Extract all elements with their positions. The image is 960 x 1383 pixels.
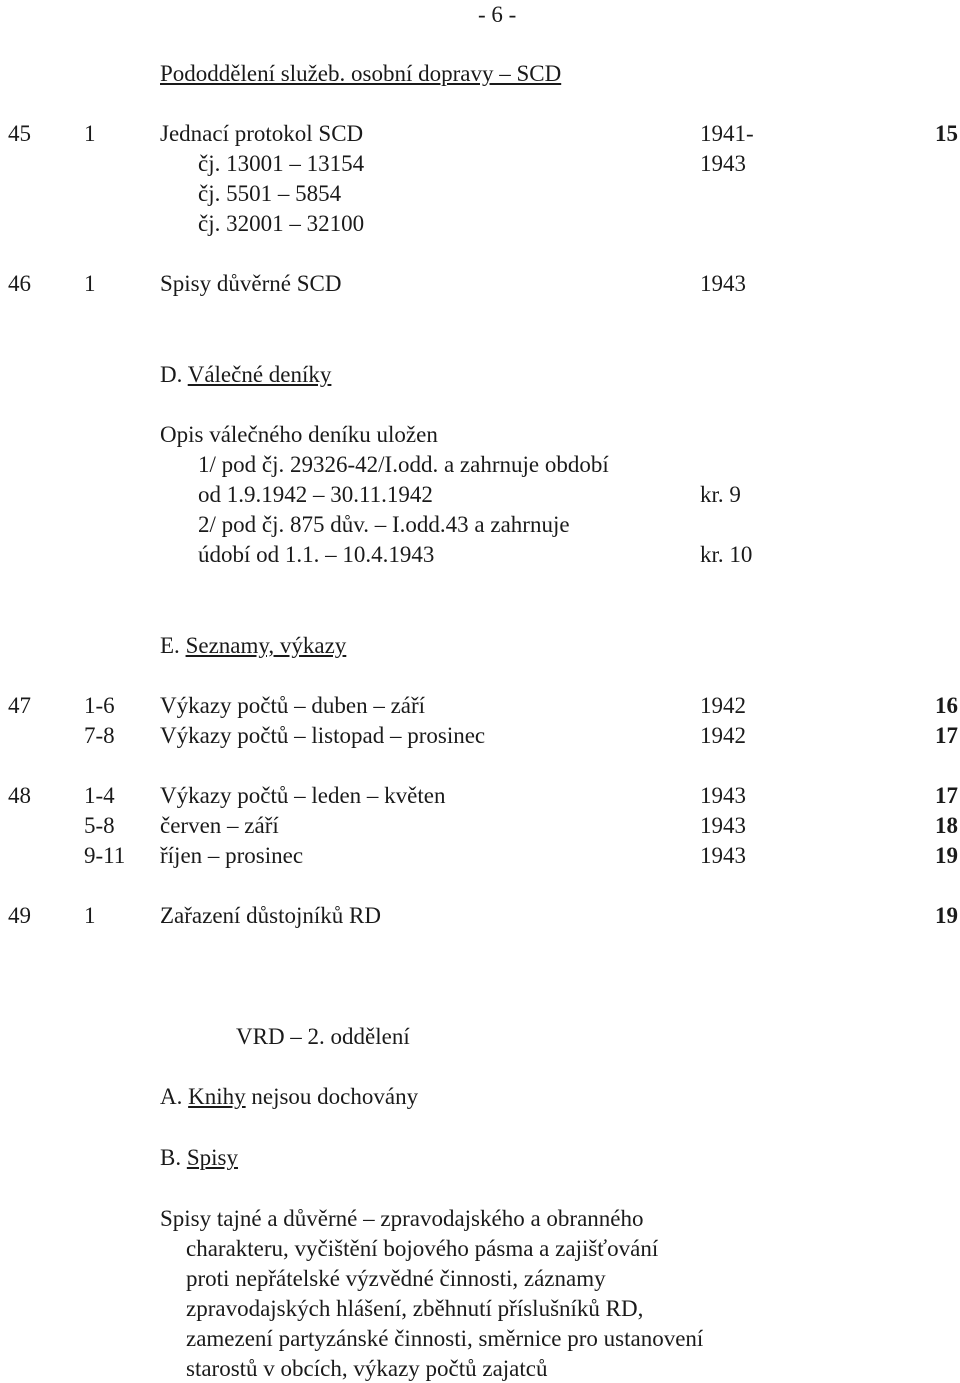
row-ref: 19 xyxy=(935,903,958,928)
section-d-intro: Opis válečného deníku uložen xyxy=(160,422,438,447)
page-number: - 6 - xyxy=(478,2,517,27)
carton-ref: kr. 10 xyxy=(700,542,753,567)
inventory-number: 1-6 xyxy=(84,693,115,718)
section-d-line: od 1.9.1942 – 30.11.1942 xyxy=(198,482,433,507)
box-number: 48 xyxy=(8,783,31,808)
inventory-number: 5-8 xyxy=(84,813,115,838)
carton-ref: kr. 9 xyxy=(700,482,741,507)
entry-title: Jednací protokol SCD xyxy=(160,121,364,146)
row-title: Zařazení důstojníků RD xyxy=(160,903,382,928)
row-ref: 19 xyxy=(935,843,958,868)
section-letter: D. xyxy=(160,362,183,387)
box-number: 46 xyxy=(8,271,31,296)
subsection-letter: A. xyxy=(160,1084,183,1109)
entry-sub-line: čj. 5501 – 5854 xyxy=(198,181,342,206)
paragraph-line: zpravodajských hlášení, zběhnutí příslušníků RD, xyxy=(186,1296,644,1321)
row-ref: 18 xyxy=(935,813,958,838)
subsection-b xyxy=(160,1146,238,1169)
section-title: Seznamy, výkazy xyxy=(185,633,347,658)
inventory-number: 1 xyxy=(84,903,96,928)
row-title: Výkazy počtů – leden – květen xyxy=(160,783,446,808)
inventory-number: 7-8 xyxy=(84,723,115,748)
inventory-number: 9-11 xyxy=(84,843,126,868)
subsection-note: nejsou dochovány xyxy=(245,1084,419,1109)
subsection-a xyxy=(160,1085,418,1108)
section-d-heading xyxy=(160,363,331,386)
entry-year: 1943 xyxy=(700,271,746,296)
section-letter: E. xyxy=(160,633,180,658)
inventory-number: 1-4 xyxy=(84,783,115,808)
section-d-line: 2/ pod čj. 875 dův. – I.odd.43 a zahrnuje xyxy=(198,512,570,537)
entry-sub-line: čj. 13001 – 13154 xyxy=(198,151,365,176)
box-number: 47 xyxy=(8,693,31,718)
paragraph-line: starostů v obcích, výkazy počtů zajatců xyxy=(186,1356,548,1381)
row-title: červen – září xyxy=(160,813,279,838)
row-ref: 16 xyxy=(935,693,958,718)
row-title: Výkazy počtů – listopad – prosinec xyxy=(160,723,486,748)
section-vrd-heading: VRD – 2. oddělení xyxy=(236,1024,410,1049)
row-ref: 17 xyxy=(935,783,958,808)
section-d-line: 1/ pod čj. 29326-42/I.odd. a zahrnuje období xyxy=(198,452,609,477)
row-title: Výkazy počtů – duben – září xyxy=(160,693,426,718)
paragraph-line: proti nepřátelské výzvědné činnosti, záznamy xyxy=(186,1266,606,1291)
section-title: Válečné deníky xyxy=(187,362,332,387)
entry-year: 1943 xyxy=(700,151,746,176)
entry-year: 1941- xyxy=(700,121,754,146)
section-e-heading xyxy=(160,634,346,657)
paragraph-line: zamezení partyzánské činnosti, směrnice pro ustanovení xyxy=(186,1326,704,1351)
box-number: 49 xyxy=(8,903,31,928)
inventory-number: 1 xyxy=(84,271,96,296)
row-year: 1943 xyxy=(700,783,746,808)
paragraph-line: Spisy tajné a důvěrné – zpravodajského a obranného xyxy=(160,1206,644,1231)
section-d-line: údobí od 1.1. – 10.4.1943 xyxy=(198,542,435,567)
subsection-title: Spisy xyxy=(186,1145,238,1170)
entry-ref: 15 xyxy=(935,121,958,146)
row-year: 1942 xyxy=(700,693,746,718)
paragraph-line: charakteru, vyčištění bojového pásma a zajišťování xyxy=(186,1236,659,1261)
entry-sub-line: čj. 32001 – 32100 xyxy=(198,211,365,236)
row-year: 1942 xyxy=(700,723,746,748)
inventory-number: 1 xyxy=(84,121,96,146)
subsection-letter: B. xyxy=(160,1145,182,1170)
row-ref: 17 xyxy=(935,723,958,748)
row-title: říjen – prosinec xyxy=(160,843,304,868)
entry-title: Spisy důvěrné SCD xyxy=(160,271,342,296)
subsection-title: Knihy xyxy=(188,1084,246,1109)
section-scd-heading: Pododdělení služeb. osobní dopravy – SCD xyxy=(160,61,562,86)
row-year: 1943 xyxy=(700,843,746,868)
box-number: 45 xyxy=(8,121,31,146)
row-year: 1943 xyxy=(700,813,746,838)
